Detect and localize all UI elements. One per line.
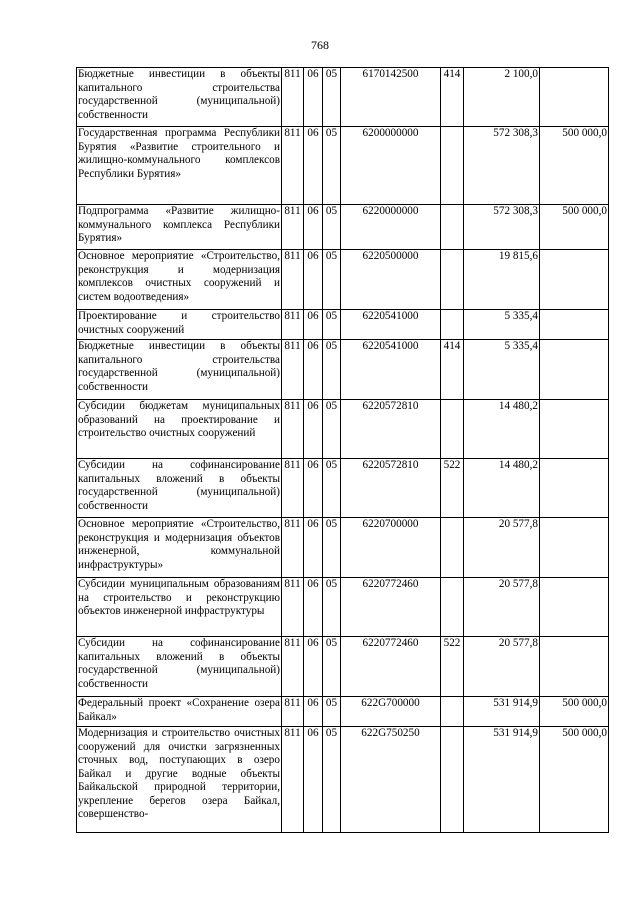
row-sum-2 [540,340,609,400]
table-row [77,340,609,400]
row-subsection: 05 [323,310,341,340]
row-subsection: 05 [323,340,341,400]
row-sum-1: 19 815,6 [464,250,540,310]
row-subsection: 05 [323,637,341,697]
row-sum-2 [540,637,609,697]
row-expense-type [441,578,464,637]
row-name: Субсидии на софинансирование капитальных вложений в объекты государственной (муниципальной) собственности [77,459,282,518]
row-target-article: 622G700000 [341,697,441,727]
table-row [77,727,609,833]
row-name: Субсидии бюджетам муниципальных образований на проектирование и строительство очистных сооружений [77,400,282,459]
row-expense-type: 414 [441,68,464,127]
table-row [77,578,609,637]
row-name: Бюджетные инвестиции в объекты капитального строительства государственной (муниципальной) собственности [77,340,282,400]
row-expense-type: 522 [441,459,464,518]
row-name: Подпрограмма «Развитие жилищно-коммунального комплекса Республики Бурятия» [77,205,282,250]
row-subsection: 05 [323,127,341,205]
row-sum-2: 500 000,0 [540,205,609,250]
row-expense-type: 414 [441,340,464,400]
row-grbs: 811 [282,518,304,578]
row-target-article: 6220541000 [341,310,441,340]
row-section: 06 [304,697,323,727]
row-sum-2 [540,68,609,127]
row-subsection: 05 [323,205,341,250]
row-sum-2 [540,310,609,340]
row-subsection: 05 [323,697,341,727]
row-expense-type [441,727,464,833]
row-grbs: 811 [282,400,304,459]
table-row [77,400,609,459]
row-sum-2 [540,250,609,310]
row-subsection: 05 [323,459,341,518]
row-sum-2 [540,459,609,518]
row-grbs: 811 [282,205,304,250]
row-name: Государственная программа Республики Бурятия «Развитие строительного и жилищно-коммунального комплексов Республики Бурятия» [77,127,282,205]
row-sum-2: 500 000,0 [540,727,609,833]
row-subsection: 05 [323,518,341,578]
row-section: 06 [304,518,323,578]
row-target-article: 6170142500 [341,68,441,127]
row-sum-2: 500 000,0 [540,697,609,727]
row-section: 06 [304,340,323,400]
table-row [77,127,609,205]
row-sum-1: 5 335,4 [464,310,540,340]
row-name: Бюджетные инвестиции в объекты капитального строительства государственной (муниципальной) собственности [77,68,282,127]
row-section: 06 [304,68,323,127]
row-expense-type [441,250,464,310]
row-section: 06 [304,205,323,250]
table-row [77,68,609,127]
row-target-article: 6220500000 [341,250,441,310]
row-target-article: 622G750250 [341,727,441,833]
row-grbs: 811 [282,68,304,127]
row-name: Модернизация и строительство очистных сооружений для очистки загрязненных сточных вод, поступающих в озеро Байкал и другие водные объекты Байкальской природной территории, укрепление берегов озера Байкал, совершенство- [77,727,282,833]
row-target-article: 6220700000 [341,518,441,578]
row-subsection: 05 [323,68,341,127]
table-row [77,637,609,697]
row-grbs: 811 [282,578,304,637]
row-name: Федеральный проект «Сохранение озера Байкал» [77,697,282,727]
row-section: 06 [304,637,323,697]
row-sum-1: 572 308,3 [464,205,540,250]
row-sum-2 [540,578,609,637]
row-sum-1: 20 577,8 [464,637,540,697]
row-sum-2 [540,400,609,459]
row-target-article: 6220572810 [341,400,441,459]
row-grbs: 811 [282,727,304,833]
row-section: 06 [304,127,323,205]
row-sum-1: 20 577,8 [464,578,540,637]
row-name: Основное мероприятие «Строительство, реконструкция и модернизация комплексов очистных сооружений и систем водоотведения» [77,250,282,310]
row-expense-type [441,127,464,205]
row-name: Субсидии муниципальным образованиям на строительство и реконструкцию объектов инженерной инфраструктуры [77,578,282,637]
row-section: 06 [304,578,323,637]
row-expense-type [441,697,464,727]
row-name: Основное мероприятие «Строительство, реконструкция и модернизация объектов инженерной, коммунальной инфраструктуры» [77,518,282,578]
row-grbs: 811 [282,310,304,340]
table-row [77,518,609,578]
row-name: Субсидии на софинансирование капитальных вложений в объекты государственной (муниципальной) собственности [77,637,282,697]
row-target-article: 6220000000 [341,205,441,250]
row-subsection: 05 [323,578,341,637]
row-section: 06 [304,250,323,310]
row-sum-1: 531 914,9 [464,697,540,727]
row-section: 06 [304,727,323,833]
page-number: 768 [311,38,329,52]
row-sum-1: 572 308,3 [464,127,540,205]
row-expense-type: 522 [441,637,464,697]
row-sum-1: 20 577,8 [464,518,540,578]
row-grbs: 811 [282,340,304,400]
row-grbs: 811 [282,250,304,310]
row-target-article: 6200000000 [341,127,441,205]
row-section: 06 [304,400,323,459]
budget-table [76,67,609,833]
row-sum-1: 5 335,4 [464,340,540,400]
row-sum-1: 2 100,0 [464,68,540,127]
row-sum-1: 14 480,2 [464,459,540,518]
table-row [77,459,609,518]
row-sum-2 [540,518,609,578]
row-sum-2: 500 000,0 [540,127,609,205]
row-expense-type [441,310,464,340]
row-section: 06 [304,459,323,518]
row-section: 06 [304,310,323,340]
row-target-article: 6220541000 [341,340,441,400]
row-grbs: 811 [282,127,304,205]
table-row [77,205,609,250]
row-grbs: 811 [282,637,304,697]
row-target-article: 6220772460 [341,578,441,637]
row-grbs: 811 [282,459,304,518]
row-sum-1: 531 914,9 [464,727,540,833]
row-target-article: 6220572810 [341,459,441,518]
row-subsection: 05 [323,727,341,833]
table-row [77,697,609,727]
row-expense-type [441,205,464,250]
row-sum-1: 14 480,2 [464,400,540,459]
row-grbs: 811 [282,697,304,727]
row-expense-type [441,400,464,459]
table-row [77,250,609,310]
row-subsection: 05 [323,400,341,459]
row-name: Проектирование и строительство очистных сооружений [77,310,282,340]
row-expense-type [441,518,464,578]
row-subsection: 05 [323,250,341,310]
table-row [77,310,609,340]
row-target-article: 6220772460 [341,637,441,697]
